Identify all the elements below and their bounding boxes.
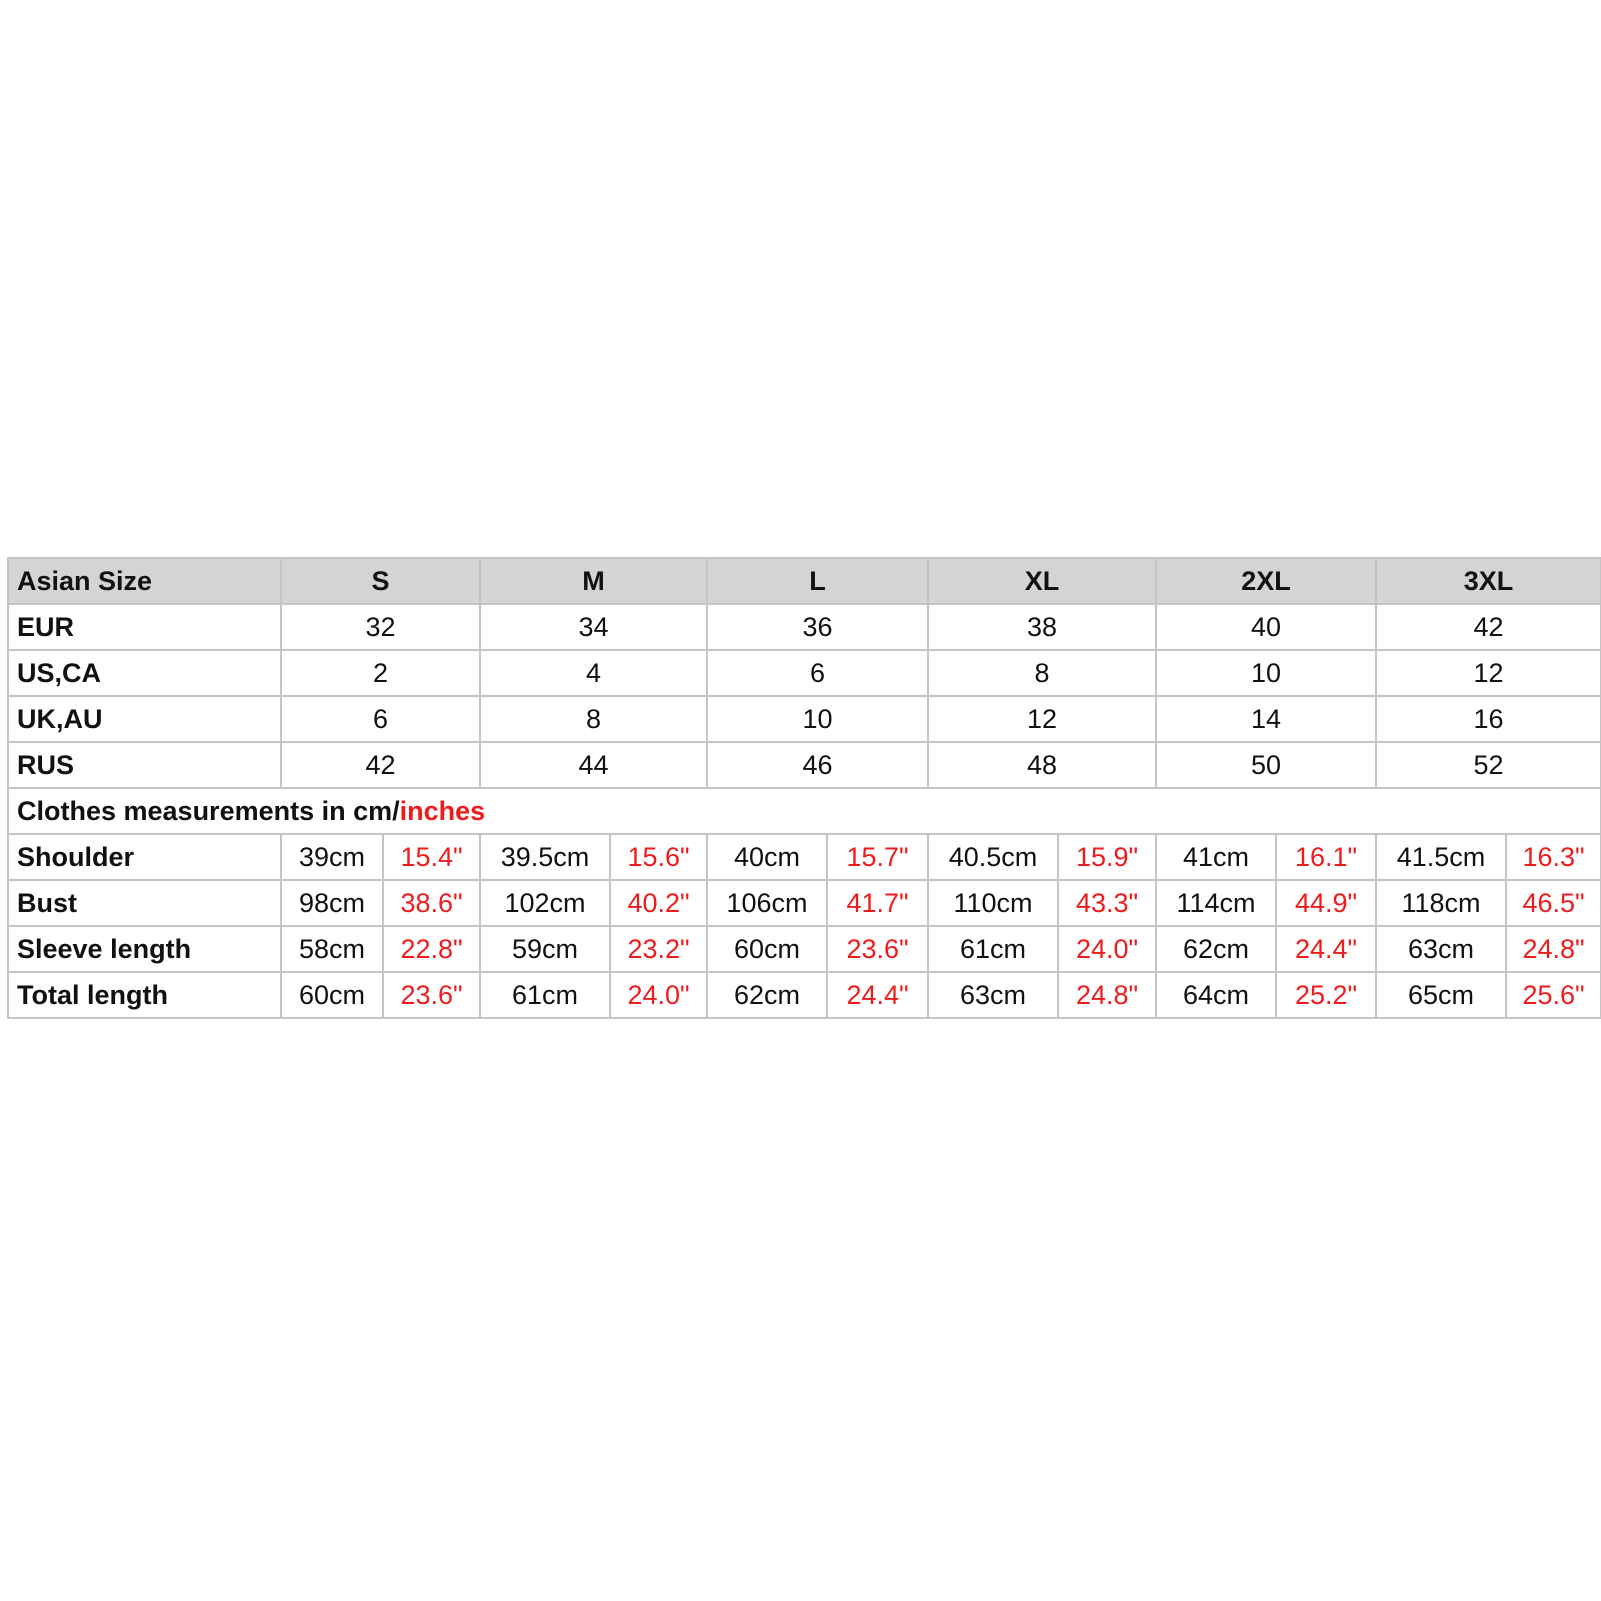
size-header-m: M (480, 558, 707, 604)
table-cell: 52 (1376, 742, 1601, 788)
table-cell: 2 (281, 650, 480, 696)
cm-cell: 39cm (281, 834, 383, 880)
table-cell: 38 (928, 604, 1156, 650)
table-cell: 32 (281, 604, 480, 650)
cm-cell: 63cm (928, 972, 1058, 1018)
conversion-row-rus (8, 742, 1601, 788)
measurement-row-total-length (8, 972, 1601, 1018)
row-label: UK,AU (8, 696, 281, 742)
row-label: Shoulder (8, 834, 281, 880)
measurement-row-shoulder (8, 834, 1601, 880)
cm-cell: 63cm (1376, 926, 1506, 972)
inch-cell: 25.6" (1506, 972, 1601, 1018)
table-cell: 34 (480, 604, 707, 650)
row-label: Bust (8, 880, 281, 926)
section-title-inches: inches (399, 795, 486, 826)
inch-cell: 23.6" (827, 926, 928, 972)
measurement-row-bust (8, 880, 1601, 926)
size-header-s: S (281, 558, 480, 604)
inch-cell: 25.2" (1276, 972, 1376, 1018)
inch-cell: 15.7" (827, 834, 928, 880)
cm-cell: 39.5cm (480, 834, 610, 880)
inch-cell: 15.9" (1058, 834, 1156, 880)
table-cell: 12 (928, 696, 1156, 742)
inch-cell: 16.1" (1276, 834, 1376, 880)
size-header-l: L (707, 558, 928, 604)
cm-cell: 60cm (281, 972, 383, 1018)
inch-cell: 24.8" (1058, 972, 1156, 1018)
row-label: Total length (8, 972, 281, 1018)
table-cell: 10 (1156, 650, 1376, 696)
row-label: US,CA (8, 650, 281, 696)
cm-cell: 110cm (928, 880, 1058, 926)
inch-cell: 24.4" (827, 972, 928, 1018)
table-cell: 16 (1376, 696, 1601, 742)
table-cell: 10 (707, 696, 928, 742)
cm-cell: 102cm (480, 880, 610, 926)
conversion-row-eur (8, 604, 1601, 650)
cm-cell: 106cm (707, 880, 827, 926)
inch-cell: 24.0" (610, 972, 707, 1018)
size-header-3xl: 3XL (1376, 558, 1601, 604)
inch-cell: 43.3" (1058, 880, 1156, 926)
inch-cell: 22.8" (383, 926, 480, 972)
table-cell: 4 (480, 650, 707, 696)
inch-cell: 44.9" (1276, 880, 1376, 926)
inch-cell: 15.4" (383, 834, 480, 880)
table-cell: 14 (1156, 696, 1376, 742)
cm-cell: 62cm (707, 972, 827, 1018)
table-cell: 6 (707, 650, 928, 696)
table-cell: 48 (928, 742, 1156, 788)
table-cell: 12 (1376, 650, 1601, 696)
section-row (8, 788, 1601, 834)
inch-cell: 23.6" (383, 972, 480, 1018)
row-label: Sleeve length (8, 926, 281, 972)
inch-cell: 46.5" (1506, 880, 1601, 926)
cm-cell: 58cm (281, 926, 383, 972)
size-chart-table (7, 557, 1601, 1019)
measurement-row-sleeve-length (8, 926, 1601, 972)
table-cell: 8 (928, 650, 1156, 696)
cm-cell: 65cm (1376, 972, 1506, 1018)
cm-cell: 98cm (281, 880, 383, 926)
table-cell: 42 (1376, 604, 1601, 650)
cm-cell: 40.5cm (928, 834, 1058, 880)
table-cell: 8 (480, 696, 707, 742)
cm-cell: 61cm (480, 972, 610, 1018)
cm-cell: 61cm (928, 926, 1058, 972)
inch-cell: 41.7" (827, 880, 928, 926)
conversion-row-us-ca (8, 650, 1601, 696)
inch-cell: 15.6" (610, 834, 707, 880)
header-row (8, 558, 1601, 604)
cm-cell: 59cm (480, 926, 610, 972)
size-header-xl: XL (928, 558, 1156, 604)
table-cell: 40 (1156, 604, 1376, 650)
cm-cell: 64cm (1156, 972, 1276, 1018)
header-label: Asian Size (8, 558, 281, 604)
cm-cell: 40cm (707, 834, 827, 880)
inch-cell: 24.4" (1276, 926, 1376, 972)
inch-cell: 23.2" (610, 926, 707, 972)
inch-cell: 24.8" (1506, 926, 1601, 972)
table-cell: 46 (707, 742, 928, 788)
cm-cell: 41.5cm (1376, 834, 1506, 880)
section-title-prefix: Clothes measurements in cm/ (17, 795, 400, 826)
inch-cell: 16.3" (1506, 834, 1601, 880)
cm-cell: 114cm (1156, 880, 1276, 926)
cm-cell: 60cm (707, 926, 827, 972)
inch-cell: 38.6" (383, 880, 480, 926)
table-cell: 6 (281, 696, 480, 742)
cm-cell: 62cm (1156, 926, 1276, 972)
section-title (8, 788, 1601, 834)
conversion-row-uk-au (8, 696, 1601, 742)
table-cell: 36 (707, 604, 928, 650)
row-label: RUS (8, 742, 281, 788)
table-cell: 42 (281, 742, 480, 788)
size-header-2xl: 2XL (1156, 558, 1376, 604)
row-label: EUR (8, 604, 281, 650)
inch-cell: 40.2" (610, 880, 707, 926)
table-cell: 50 (1156, 742, 1376, 788)
cm-cell: 41cm (1156, 834, 1276, 880)
cm-cell: 118cm (1376, 880, 1506, 926)
inch-cell: 24.0" (1058, 926, 1156, 972)
table-cell: 44 (480, 742, 707, 788)
